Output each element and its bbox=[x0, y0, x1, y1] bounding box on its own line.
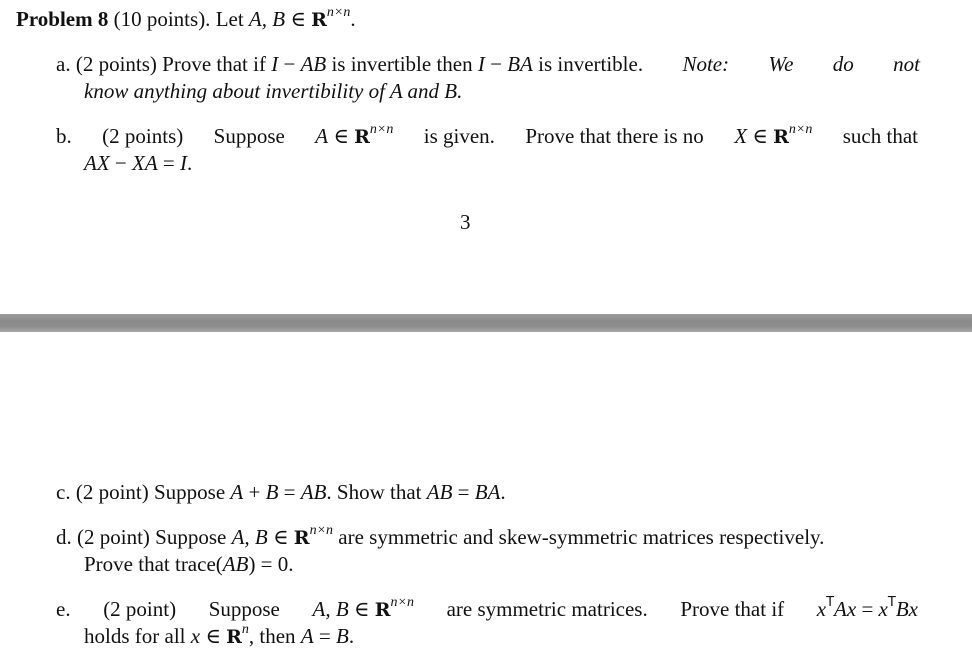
part-b-line-2: AX − XA = I. bbox=[84, 151, 193, 175]
part-a-line-1 bbox=[56, 51, 920, 78]
part-a-main: a. (2 points) Prove that if I − AB is invertible then I − BA is invertible. bbox=[56, 52, 644, 76]
math-expression: I bbox=[477, 52, 485, 76]
math-expression: $x^TAx = x^TBx$ bbox=[816, 595, 918, 621]
part-c-line-1 bbox=[56, 479, 506, 506]
part-e-text-2: are symmetric matrices. bbox=[446, 597, 648, 621]
part-b-text-4: such that bbox=[842, 124, 918, 148]
part-b-line-1 bbox=[56, 123, 918, 151]
part-e-points: (2 point) bbox=[103, 597, 177, 621]
math-expression: AB = BA. bbox=[426, 480, 506, 504]
part-b-points: (2 points) bbox=[102, 124, 184, 148]
part-b-label: b. bbox=[56, 124, 72, 148]
part-b-text-1: Suppose bbox=[213, 124, 285, 148]
document-page-top bbox=[0, 0, 972, 314]
part-e-line-1 bbox=[56, 596, 918, 624]
math-expression: x ∈ $R^n$ bbox=[190, 622, 249, 648]
part-a-points: (2 points) bbox=[75, 52, 157, 76]
problem-points: (10 points). bbox=[113, 7, 211, 31]
part-e-line2-a: holds for all bbox=[84, 624, 186, 648]
part-d-label: d. bbox=[56, 525, 72, 549]
math-expression: A ∈ $R^{n\times n}$ bbox=[315, 122, 394, 148]
document-page-bottom bbox=[0, 332, 972, 660]
part-b-text-3: Prove that there is no bbox=[525, 124, 704, 148]
part-d-text-1: Suppose bbox=[155, 525, 227, 549]
part-e-line2-b: , then bbox=[248, 624, 296, 648]
part-a-text-2: is invertible then bbox=[331, 52, 473, 76]
part-a-note-word: We bbox=[768, 52, 794, 76]
part-a-text-1: Prove that if bbox=[162, 52, 266, 76]
part-a-note-word: not bbox=[893, 52, 920, 76]
part-c-points: (2 point) bbox=[75, 480, 149, 504]
math-expression: AX bbox=[84, 151, 110, 175]
part-e-text-1: Suppose bbox=[208, 597, 280, 621]
page-separator bbox=[0, 314, 972, 332]
part-b-text-2: is given. bbox=[423, 124, 495, 148]
part-d-points: (2 point) bbox=[77, 525, 150, 549]
part-d-line2-a: Prove that trace( bbox=[84, 552, 223, 576]
part-c-label: c. bbox=[56, 480, 71, 504]
part-a-line-2: know anything about invertibility of A and B. bbox=[84, 79, 463, 103]
part-c-text-2: Show that bbox=[336, 480, 422, 504]
part-a-label: a. bbox=[56, 52, 71, 76]
math-expression: A, B ∈ $R^{n\times n}$ bbox=[312, 595, 414, 621]
part-d-text-2: are symmetric and skew-symmetric matrices respectively. bbox=[338, 525, 825, 549]
math-expression: X ∈ $R^{n\times n}$ bbox=[734, 122, 813, 148]
math-expression: A + B = AB. bbox=[230, 480, 332, 504]
math-expression: XA bbox=[132, 151, 158, 175]
math-expression: I bbox=[180, 151, 187, 175]
part-e-line-2 bbox=[84, 623, 354, 651]
math-expression: BA bbox=[507, 52, 533, 76]
math-expression: I bbox=[271, 52, 279, 76]
page-number: 3 bbox=[460, 210, 471, 234]
part-a-text-3: is invertible. bbox=[538, 52, 644, 76]
problem-heading: Problem 8 (10 points). Let A, B ∈ $R^{n\times n}$. bbox=[16, 5, 356, 31]
part-d-line2-b: ) = 0. bbox=[248, 552, 294, 576]
part-a-note-word: do bbox=[832, 52, 854, 76]
math-expression: A = B. bbox=[300, 624, 355, 648]
problem-intro: Let bbox=[215, 7, 244, 31]
part-d-line-2 bbox=[84, 551, 294, 578]
part-e-text-3: Prove that if bbox=[680, 597, 785, 621]
part-a-note-label: Note: bbox=[682, 52, 730, 76]
part-e-label: e. bbox=[56, 597, 71, 621]
problem-title: Problem 8 bbox=[16, 7, 109, 31]
math-expression: A, B bbox=[248, 7, 286, 31]
math-expression: A, B ∈ $R^{n\times n}$ bbox=[231, 523, 334, 549]
math-expression: AB bbox=[222, 552, 249, 576]
part-c-text-1: Suppose bbox=[153, 480, 226, 504]
math-expression: AB bbox=[300, 52, 327, 76]
part-d-line-1 bbox=[56, 524, 824, 552]
